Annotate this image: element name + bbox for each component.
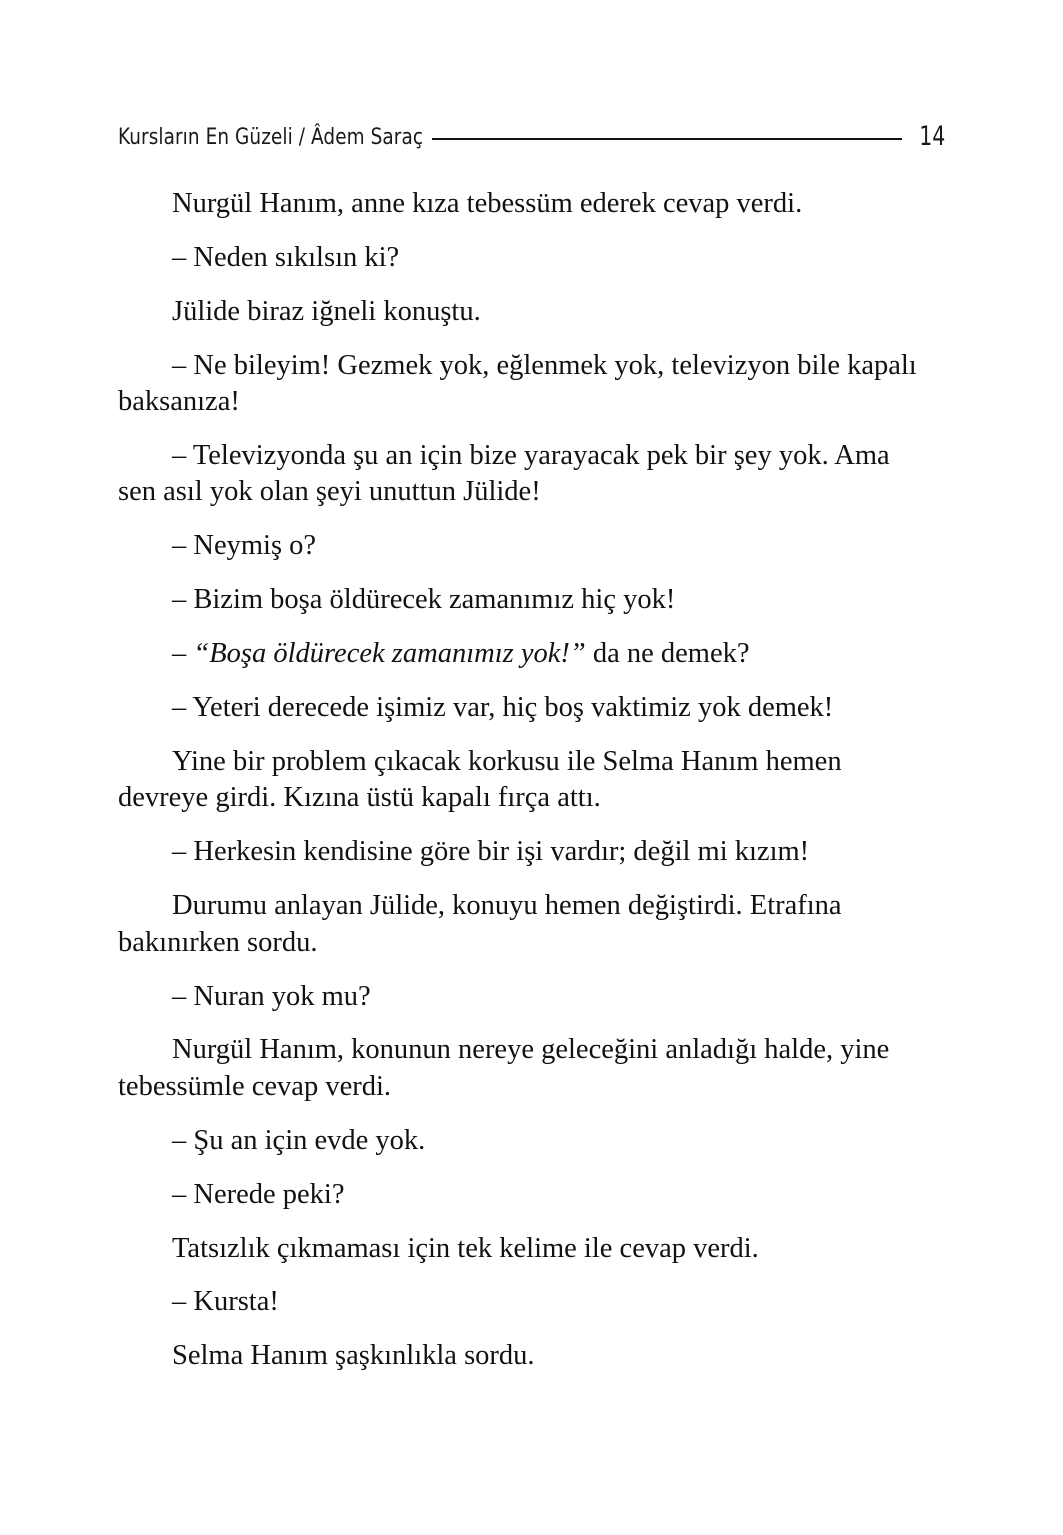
dialogue-line: – Yeteri derecede işimiz var, hiç boş vaktimiz yok demek! [172,692,834,724]
dialogue-line: – Ne bileyim! Gezmek yok, eğlenmek yok, televizyon bile kapalı baksanıza! [118,349,917,418]
narrative-paragraph: Durumu anlayan Jülide, konuyu hemen değiştirdi. Etrafına bakınırken sordu. [118,890,842,958]
running-header [118,118,945,156]
dialogue-line: – Televizyonda şu an için bize yarayacak pek bir şey yok. Ama sen asıl yok olan şeyi unuttun Jülide! [118,440,890,508]
dialogue-tail-text: da ne demek? [585,638,750,670]
page-number: 14 [918,120,945,152]
narrative-paragraph: Tatsızlık çıkmaması için tek kelime ile cevap verdi. [172,1232,759,1264]
narrative-paragraph: Yine bir problem çıkacak korkusu ile Selma Hanım hemen devreye girdi. Kızına üstü kapalı fırça attı. [118,745,842,814]
dialogue-line [118,636,930,672]
dialogue-line: – Bizim boşa öldürecek zamanımız hiç yok! [172,584,676,616]
body-text-block [118,186,930,1375]
narrative-paragraph: Jülide biraz iğneli konuştu. [172,295,481,327]
dialogue-dash: – [172,638,194,670]
narrative-paragraph: Selma Hanım şaşkınlıkla sordu. [172,1340,535,1372]
running-header-title: Kursların En Güzeli / Âdem Saraç [118,123,424,150]
dialogue-line: – Nuran yok mu? [172,980,371,1012]
dialogue-line: – Herkesin kendisine göre bir işi vardır; değil mi kızım! [172,836,810,868]
dialogue-line: – Kursta! [172,1286,279,1318]
dialogue-line: – Neden sıkılsın ki? [172,241,400,273]
quoted-italic-phrase: “Boşa öldürecek zamanımız yok!” [193,638,586,670]
header-rule-divider [432,138,902,140]
narrative-paragraph: Nurgül Hanım, anne kıza tebessüm ederek cevap verdi. [172,188,803,219]
dialogue-line: – Şu an için evde yok. [172,1124,426,1156]
dialogue-line: – Nerede peki? [172,1178,345,1210]
narrative-paragraph: Nurgül Hanım, konunun nereye geleceğini anladığı halde, yine tebessümle cevap verdi. [118,1034,890,1102]
dialogue-line: – Neymiş o? [172,530,317,562]
